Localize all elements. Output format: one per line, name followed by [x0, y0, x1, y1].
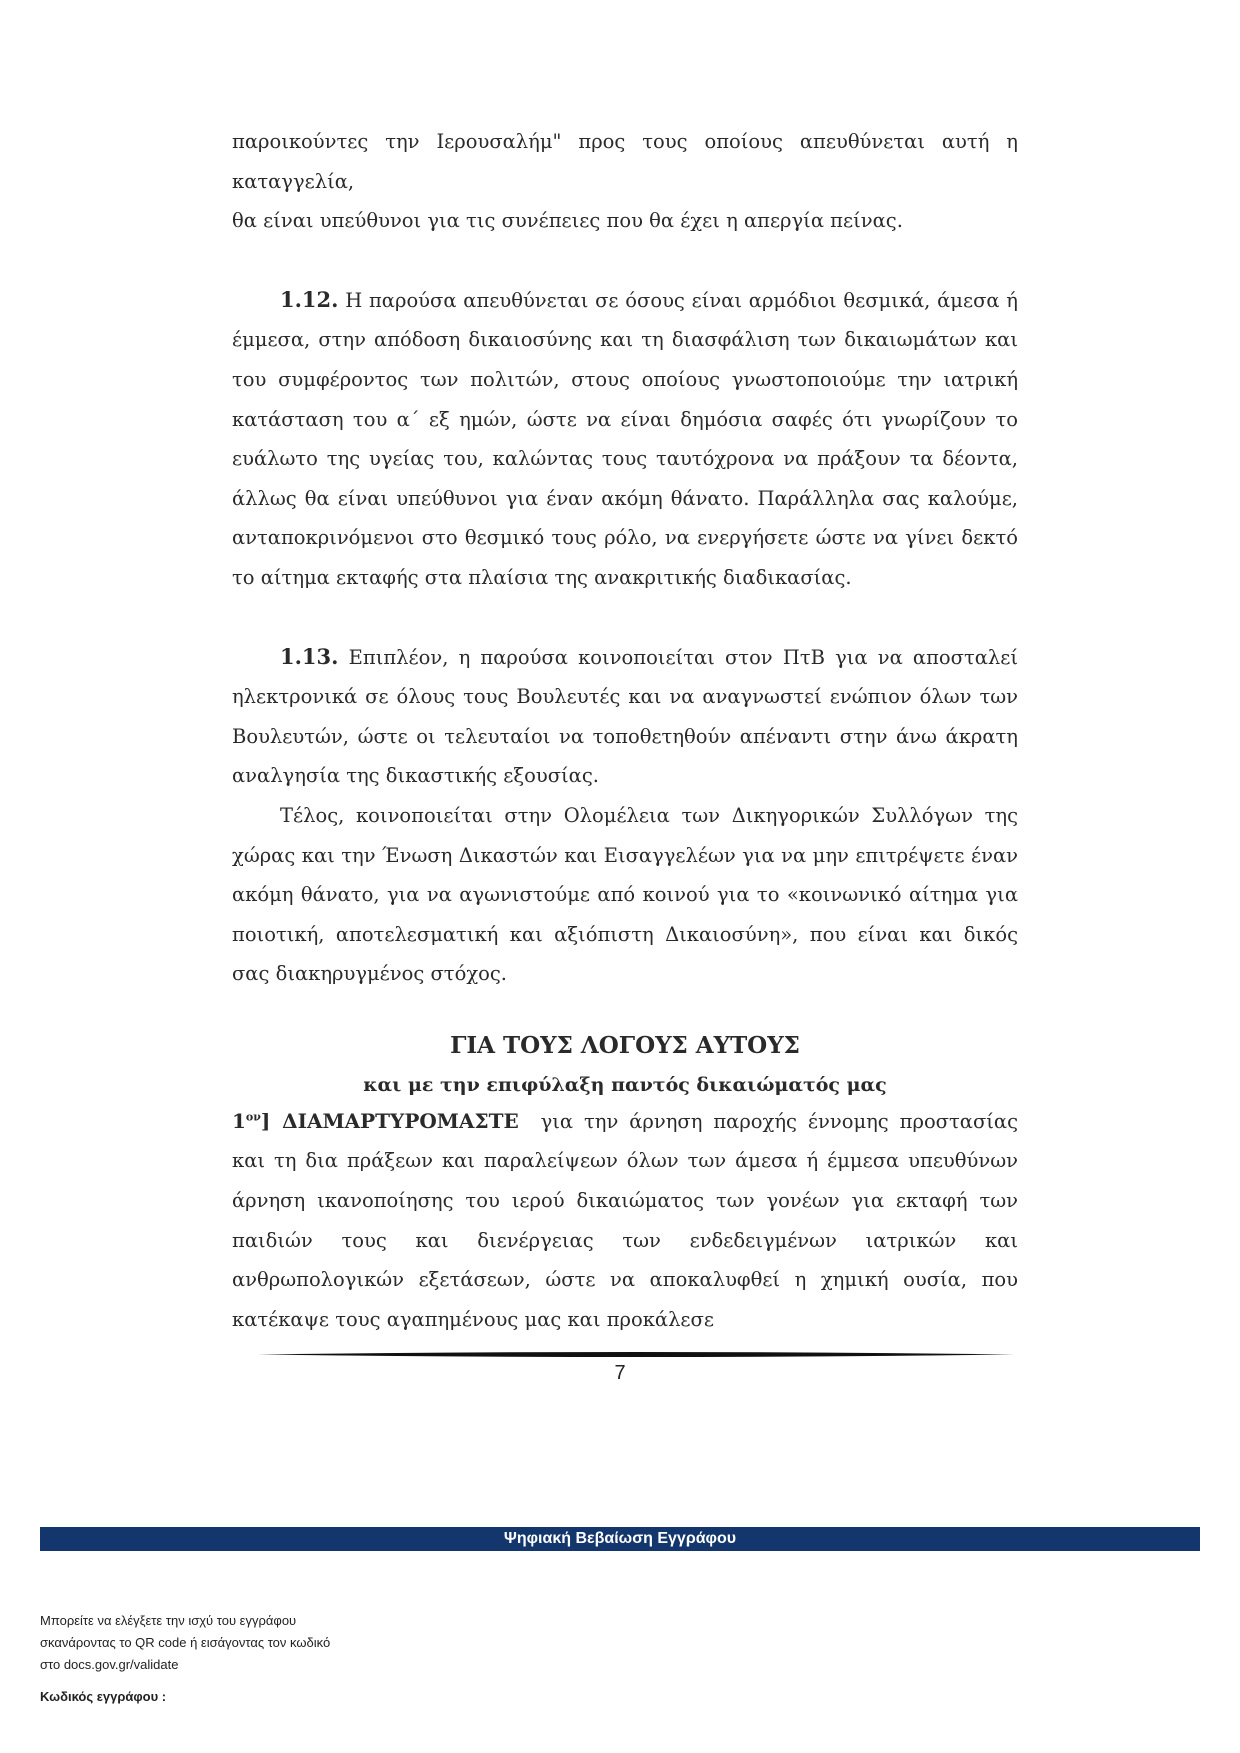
claim-ordinal-suffix: ον	[245, 1110, 261, 1124]
paragraph-1-13	[232, 637, 1018, 796]
document-body	[232, 122, 1018, 1339]
paragraph-text: Επιπλέον, η παρούσα κοινοποιείται στον ΠτΒ για να αποσταλεί ηλεκτρονικά σε όλους τους Βουλευτές και να αναγνωστεί ενώπιον όλων των Βουλευτών, ώστε οι τελευταίοι να τοποθετηθούν απέναντι στην άνω άκρατη αναλγησία της δικαστικής εξουσίας.	[232, 645, 1019, 788]
section-subheading: και με την επιφύλαξη παντός δικαιώματός μας	[363, 1073, 887, 1096]
section-number: 1.12.	[280, 286, 339, 312]
section-number: 1.13.	[280, 643, 339, 669]
document-code-label: Κωδικός εγγράφου :	[40, 1689, 167, 1704]
claim-bracket: ]	[260, 1108, 271, 1133]
paragraph-text: Η παρούσα απευθύνεται σε όσους είναι αρμόδιοι θεσμικά, άμεσα ή έμμεσα, στην απόδοση δικαιοσύνης και τη διασφάλιση των δικαιωμάτων και του συμφέροντος των πολιτών, στους οποίους γνωστοποιούμε την ιατρική κατάσταση του α΄ εξ ημών, ώστε να είναι δημόσια σαφές ότι γνωρίζουν το ευάλωτο της υγείας του, καλώντας τους ταυτόχρονα να πράξουν τα δέοντα, άλλως θα είναι υπεύθυνοι για έναν ακόμη θάνατο. Παράλληλα σας καλούμε, ανταποκρινόμενοι στο θεσμικό τους ρόλο, να ενεργήσετε ώστε να γίνει δεκτό το αίτημα εκταφής στα πλαίσια της ανακριτικής διαδικασίας.	[232, 288, 1018, 589]
info-line: Μπορείτε να ελέγξετε την ισχύ του εγγράφου	[40, 1613, 297, 1628]
claim-lead: ΔΙΑΜΑΡΤΥΡΟΜΑΣΤΕ	[282, 1108, 519, 1133]
continuation-line: θα είναι υπεύθυνοι για τις συνέπειες που θα έχει η απεργία πείνας.	[232, 209, 903, 233]
section-heading: ΓΙΑ ΤΟΥΣ ΛΟΓΟΥΣ ΑΥΤΟΥΣ	[450, 1031, 800, 1059]
certification-banner: Ψηφιακή Βεβαίωση Εγγράφου	[40, 1527, 1200, 1551]
claim-text: για την άρνηση παροχής έννομης προστασίας και τη δια πράξεων και παραλείψεων όλων των άμεσα ή έμμεσα υπευθύνων άρνηση ικανοποίησης του ιερού δικαιώματος των γονέων για εκταφή των παιδιών τους και διενέργειας των ενδεδειγμένων ιατρικών και ανθρωπολογικών εξετάσεων, ώστε να αποκαλυφθεί η χημική ουσία, που κατέκαψε τους αγαπημένους μας και προκάλεσε	[232, 1109, 1018, 1331]
info-line: σκανάροντας το QR code ή εισάγοντας τον κωδικό	[40, 1635, 331, 1650]
continuation-line: παροικούντες την Ιερουσαλήμ" προς τους οποίους απευθύνεται αυτή η καταγγελία,	[232, 130, 1018, 193]
paragraph-1-12	[232, 280, 1018, 598]
info-line: στο docs.gov.gr/validate	[40, 1657, 179, 1672]
certification-info	[40, 1610, 540, 1676]
paragraph-closing: Τέλος, κοινοποιείται στην Ολομέλεια των Δικηγορικών Συλλόγων της χώρας και την Ένωση Δικαστών και Εισαγγελέων για να μην επιτρέψετε έναν ακόμη θάνατο, για να αγωνιστούμε από κοινού για το «κοινωνικό αίτημα για ποιοτική, αποτελεσματική και αξιόπιστη Δικαιοσύνη», που είναι και δικός σας διακηρυγμένος στόχος.	[232, 803, 1018, 986]
footer-divider	[258, 1352, 1014, 1357]
page-number: 7	[614, 1362, 626, 1384]
claim-1	[232, 1102, 1018, 1340]
claim-ordinal: 1	[232, 1108, 246, 1133]
